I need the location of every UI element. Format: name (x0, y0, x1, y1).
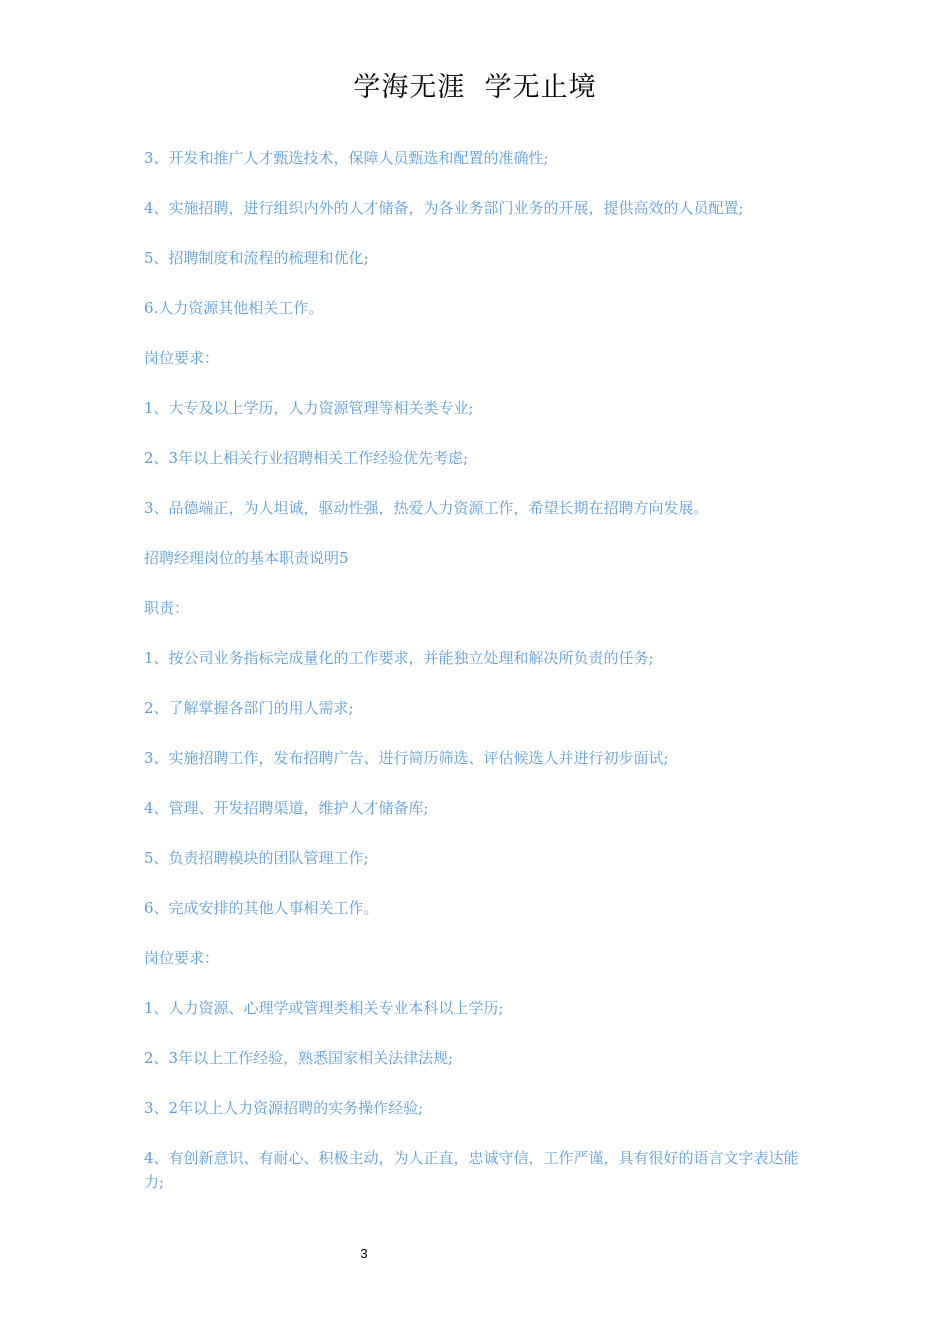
paragraph: 6.人力资源其他相关工作。 (144, 299, 324, 317)
paragraph: 1、人力资源、心理学或管理类相关专业本科以上学历; (144, 999, 504, 1017)
page-header-title: 学海无涯 学无止境 (353, 72, 597, 103)
paragraph: 4、有创新意识、有耐心、积极主动，为人正直，忠诚守信，工作严谨，具有很好的语言文字表达能力; (144, 1149, 799, 1191)
paragraph: 5、负责招聘模块的团队管理工作; (144, 849, 369, 867)
paragraph: 1、按公司业务指标完成量化的工作要求，并能独立处理和解决所负责的任务; (144, 649, 654, 667)
section-title: 招聘经理岗位的基本职责说明5 (144, 549, 349, 567)
paragraph: 4、管理、开发招聘渠道，维护人才储备库; (144, 799, 429, 817)
paragraph: 2、了解掌握各部门的用人需求; (144, 699, 354, 717)
page-number: 3 (360, 1246, 368, 1261)
paragraph: 1、大专及以上学历，人力资源管理等相关类专业; (144, 399, 474, 417)
paragraph: 2、3年以上工作经验，熟悉国家相关法律法规; (144, 1049, 454, 1067)
paragraph: 6、完成安排的其他人事相关工作。 (144, 899, 379, 917)
document-body (144, 146, 814, 1220)
paragraph: 3、2年以上人力资源招聘的实务操作经验; (144, 1099, 424, 1117)
paragraph: 3、开发和推广人才甄选技术，保障人员甄选和配置的准确性; (144, 149, 549, 167)
section-heading: 职责： (144, 599, 190, 617)
paragraph: 3、品德端正，为人坦诚，驱动性强，热爱人力资源工作，希望长期在招聘方向发展。 (144, 499, 709, 517)
section-heading: 岗位要求： (144, 949, 220, 967)
paragraph: 4、实施招聘，进行组织内外的人才储备，为各业务部门业务的开展，提供高效的人员配置; (144, 199, 744, 217)
paragraph: 2、3年以上相关行业招聘相关工作经验优先考虑; (144, 449, 469, 467)
section-heading: 岗位要求： (144, 349, 220, 367)
paragraph: 3、实施招聘工作，发布招聘广告、进行简历筛选、评估候选人并进行初步面试; (144, 749, 669, 767)
paragraph: 5、招聘制度和流程的梳理和优化; (144, 249, 369, 267)
